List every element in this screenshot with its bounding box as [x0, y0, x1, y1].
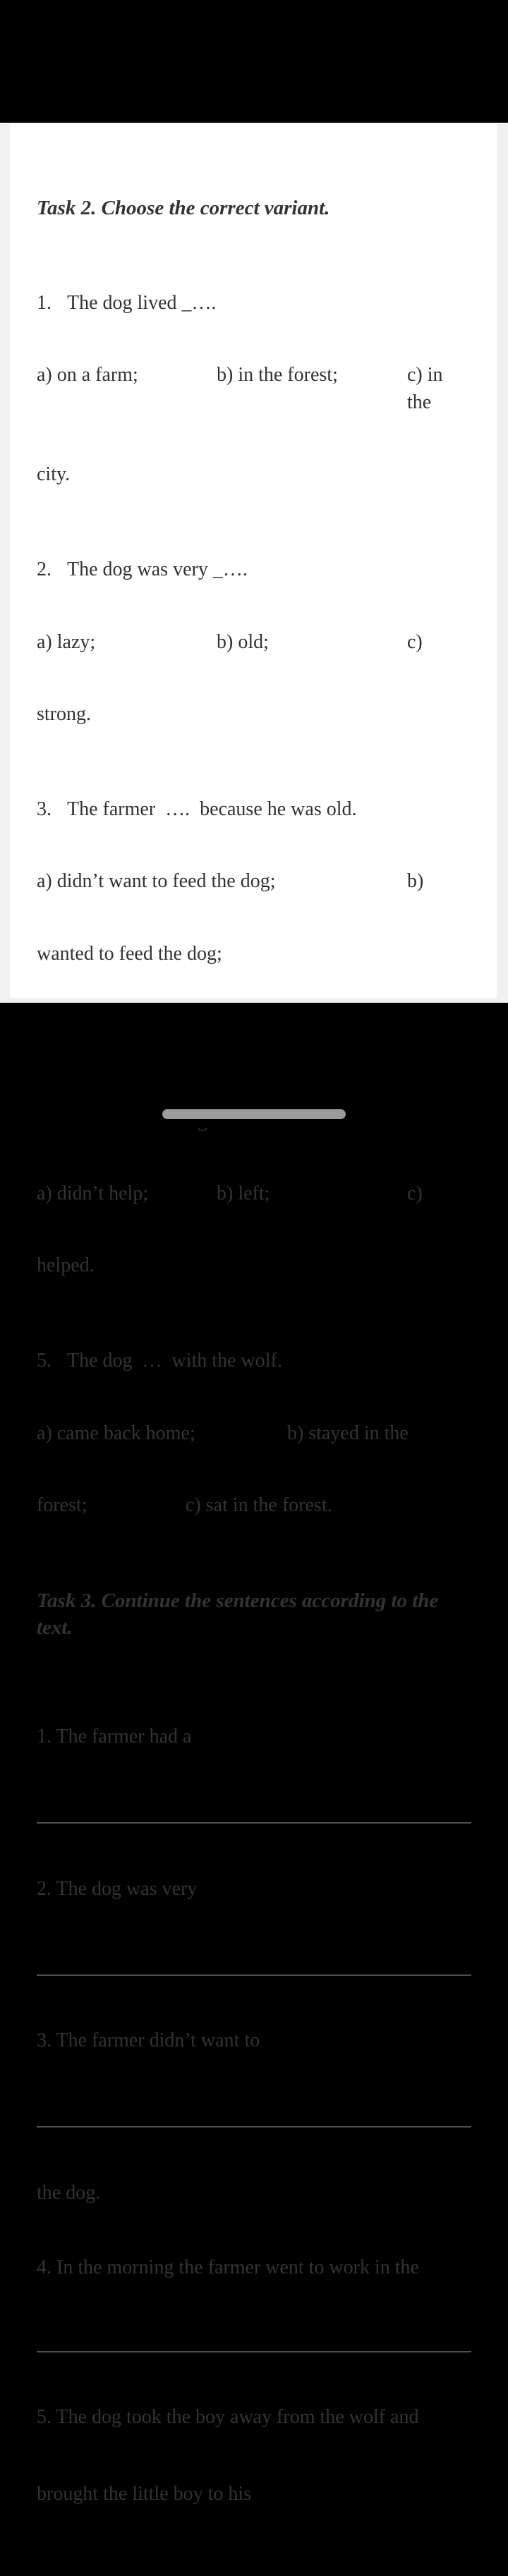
question-2-option-a: a) lazy;: [37, 630, 96, 653]
question-1-options: [37, 362, 471, 416]
task2-heading: Task 2. Choose the correct variant.: [37, 197, 330, 219]
question-5-option-c: c) sat in the forest.: [186, 1494, 332, 1517]
task3-sentence-3-after: the dog.: [37, 2181, 101, 2204]
question-3-text: The farmer …. because he was old.: [67, 798, 357, 820]
question-5-number: 5.: [37, 1349, 52, 1372]
question-1-option-c: c) in the: [407, 364, 448, 413]
question-1-stem: [37, 290, 471, 317]
question-5-option-b: b) stayed in the: [287, 1422, 409, 1444]
task3-sentence-5-line1: 5. The dog took the boy away from the wolf and: [37, 2405, 419, 2428]
question-5-options: [37, 1420, 471, 1448]
question-4-options: [37, 1180, 471, 1208]
task3-sentence-4: 4. In the morning the farmer went to work in the: [37, 2257, 419, 2279]
question-4-option-c-wrap: helped.: [37, 1255, 95, 1277]
writing-line-3: [37, 2126, 471, 2128]
question-2-option-c-wrap: strong.: [37, 703, 91, 726]
writing-line-4: [37, 2351, 471, 2352]
document-viewer[interactable]: [0, 123, 508, 2505]
question-2-option-c: c): [407, 630, 423, 653]
question-1-option-c-wrap: city.: [37, 463, 71, 486]
question-4-option-a: a) didn’t help;: [37, 1182, 149, 1204]
task3-sentence-5-line2: brought the little boy to his: [37, 2483, 252, 2505]
question-1-option-a: a) on a farm;: [37, 364, 138, 386]
question-3-stem: [37, 796, 471, 824]
question-1-number: 1.: [37, 291, 52, 314]
question-1-text: The dog lived _….: [67, 291, 217, 314]
task3-heading: Task 3. Continue the sentences according to the text.: [37, 1589, 444, 1640]
question-5-option-a: a) came back home;: [37, 1422, 195, 1444]
question-3-options: [37, 868, 471, 896]
question-3-number: 3.: [37, 798, 52, 820]
home-indicator[interactable]: [162, 1109, 346, 1119]
question-4-option-b: b) left;: [217, 1182, 270, 1204]
question-2-option-b: b) old;: [217, 630, 269, 653]
question-2-stem: [37, 556, 471, 584]
task3-sentence-1: 1. The farmer had a: [37, 1725, 192, 1747]
question-3-option-b-wrap: wanted to feed the dog;: [37, 942, 222, 965]
document-page: [10, 124, 497, 2505]
task3-sentence-2: 2. The dog was very: [37, 1878, 198, 1900]
status-bar-area: [0, 0, 508, 123]
question-2-options: [37, 629, 471, 657]
question-5-text: The dog … with the wolf.: [67, 1349, 282, 1372]
question-3-option-a: a) didn’t want to feed the dog;: [37, 870, 276, 893]
writing-line-2: [37, 1974, 471, 1976]
question-2-text: The dog was very _….: [67, 558, 248, 580]
question-3-option-b: b): [407, 870, 424, 893]
writing-line-1: [37, 1822, 471, 1824]
bottom-bar-area: [0, 1003, 508, 1128]
question-5-stem: [37, 1348, 471, 1375]
question-5-option-b-wrap: forest;: [37, 1494, 87, 1517]
worksheet-content: [10, 124, 497, 2576]
question-4-option-c: c): [407, 1182, 423, 1204]
question-2-number: 2.: [37, 558, 52, 580]
task3-sentence-3: 3. The farmer didn’t want to: [37, 2029, 260, 2052]
question-5-options-wrap: [37, 1492, 471, 1520]
question-1-option-b: b) in the forest;: [217, 364, 338, 386]
